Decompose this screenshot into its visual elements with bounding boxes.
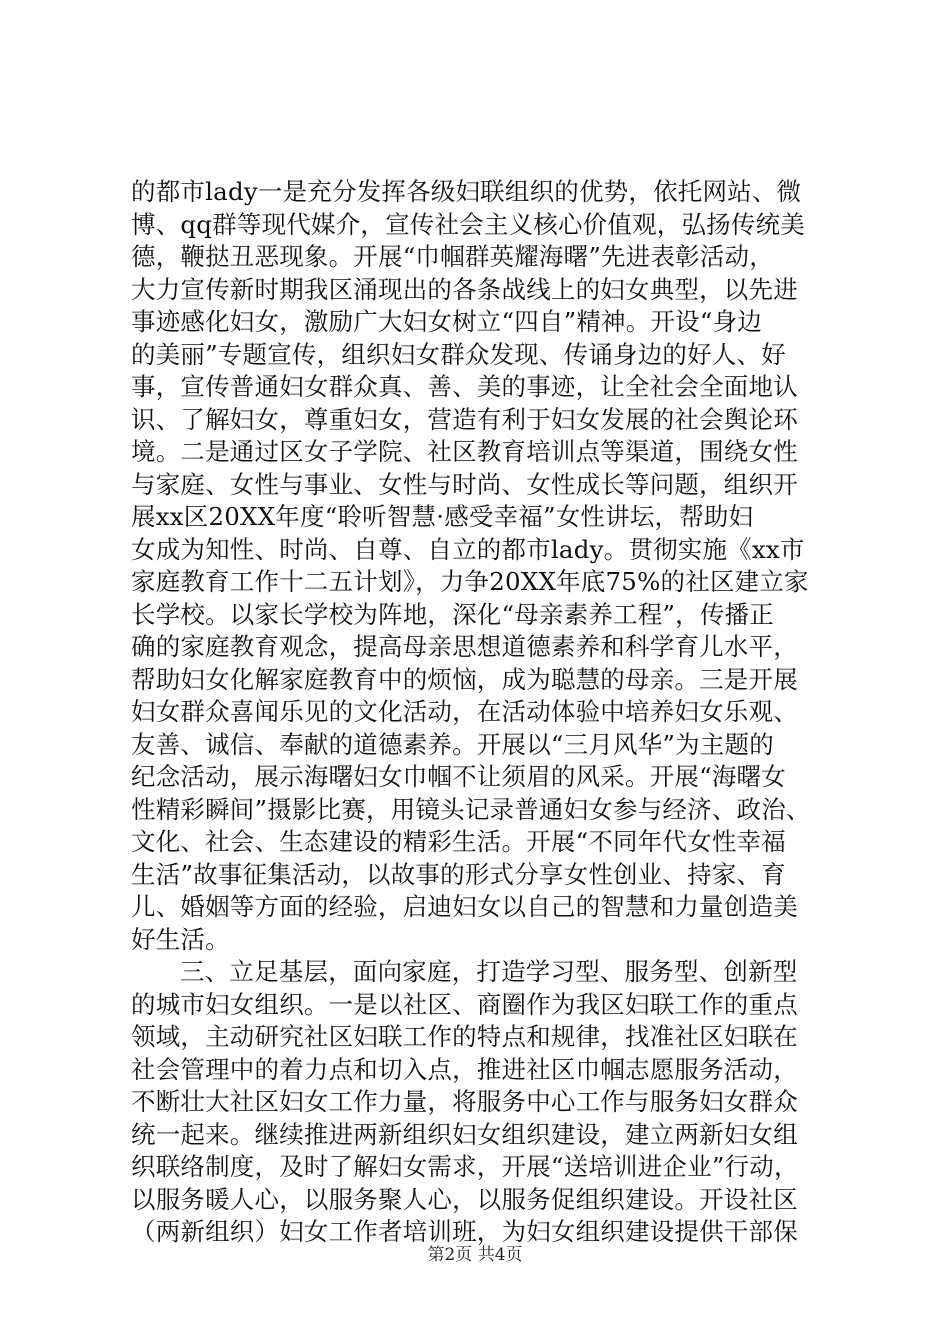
text-line: 确的家庭教育观念，提高母亲思想道德素养和科学育儿水平， xyxy=(131,632,798,661)
text-line: 纪念活动，展示海曙妇女巾帼不让须眉的风采。开展“海曙女 xyxy=(131,762,786,791)
text-line: 儿、婚姻等方面的经验，启迪妇女以自己的智慧和力量创造美 xyxy=(131,892,798,921)
text-line: 与家庭、女性与事业、女性与时尚、女性成长等问题，组织开 xyxy=(131,469,798,499)
text-line: 大力宣传新时期我区涌现出的各条战线上的妇女典型，以先进 xyxy=(131,274,798,304)
text-line: 的城市妇女组织。一是以社区、商圈作为我区妇联工作的重点 xyxy=(131,989,798,1019)
text-line: 博、qq群等现代媒介，宣传社会主义核心价值观，弘扬传统美 xyxy=(131,209,805,239)
text-line: 长学校。以家长学校为阵地，深化“母亲素养工程”，传播正 xyxy=(131,599,774,629)
text-line: 的都市lady一是充分发挥各级妇联组织的优势，依托网站、微 xyxy=(131,177,802,206)
text-line: 社会管理中的着力点和切入点，推进社区巾帼志愿服务活动， xyxy=(131,1054,798,1084)
text-line: 领域，主动研究社区妇联工作的特点和规律，找准社区妇联在 xyxy=(131,1022,798,1051)
text-line: 友善、诚信、奉献的道德素养。开展以“三月风华”为主题的 xyxy=(131,729,774,759)
text-line: 女成为知性、时尚、自尊、自立的都市lady。贯彻实施《xx市 xyxy=(131,534,805,564)
text-line: 识、了解妇女，尊重妇女，营造有利于妇女发展的社会舆论环 xyxy=(131,404,798,434)
text-line: 境。二是通过区女子学院、社区教育培训点等渠道，围绕女性 xyxy=(131,437,798,466)
text-line: 好生活。 xyxy=(131,924,230,954)
text-line: 展xx区20XX年度“聆听智慧·感受幸福”女性讲坛，帮助妇 xyxy=(131,502,754,531)
text-line: 生活”故事征集活动，以故事的形式分享女性创业、持家、育 xyxy=(131,859,786,889)
text-line: 帮助妇女化解家庭教育中的烦恼，成为聪慧的母亲。三是开展 xyxy=(131,664,798,694)
text-line: （两新组织）妇女工作者培训班，为妇女组织建设提供干部保 xyxy=(131,1217,798,1246)
text-line: 统一起来。继续推进两新组织妇女组织建设，建立两新妇女组 xyxy=(131,1119,798,1149)
text-line: 德，鞭挞丑恶现象。开展“巾帼群英耀海曙”先进表彰活动， xyxy=(131,242,774,271)
text-line: 家庭教育工作十二五计划》，力争20XX年底75%的社区建立家 xyxy=(131,567,809,596)
body-text xyxy=(131,176,831,1249)
text-line: 妇女群众喜闻乐见的文化活动，在活动体验中培养妇女乐观、 xyxy=(131,697,798,726)
page-number-footer: 第2页 共4页 xyxy=(427,1245,523,1265)
text-line: 事迹感化妇女，激励广大妇女树立“四自”精神。开设“身边 xyxy=(131,307,762,336)
text-line: 织联络制度，及时了解妇女需求，开展“送培训进企业”行动， xyxy=(131,1152,799,1181)
text-line: 的美丽”专题宣传，组织妇女群众发现、传诵身边的好人、好 xyxy=(131,339,786,369)
text-line: 文化、社会、生态建设的精彩生活。开展“不同年代女性幸福 xyxy=(131,827,786,856)
text-line: 事，宣传普通妇女群众真、善、美的事迹，让全社会全面地认 xyxy=(131,372,798,401)
text-line: 不断壮大社区妇女工作力量，将服务中心工作与服务妇女群众 xyxy=(131,1087,798,1116)
text-line: 性精彩瞬间”摄影比赛，用镜头记录普通妇女参与经济、政治、 xyxy=(131,794,811,824)
text-line: 以服务暖人心，以服务聚人心，以服务促组织建设。开设社区 xyxy=(131,1184,798,1214)
section-heading-line: 三、立足基层，面向家庭，打造学习型、服务型、创新型 xyxy=(180,957,798,986)
